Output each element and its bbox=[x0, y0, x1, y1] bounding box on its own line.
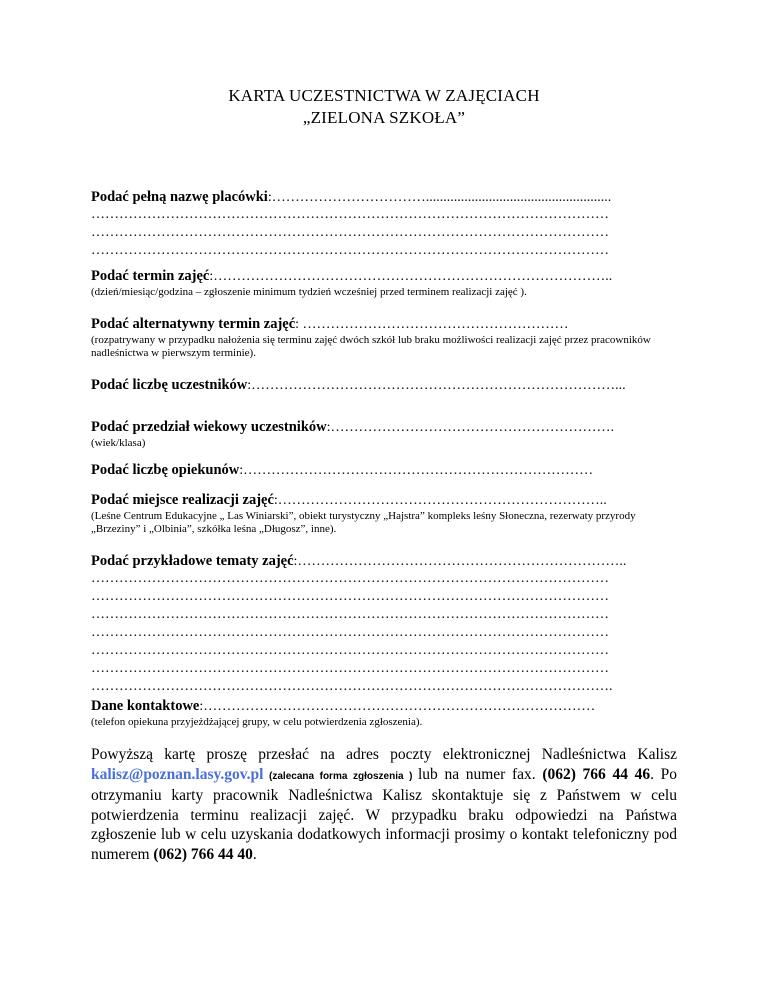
fax-number: (062) 766 44 46 bbox=[542, 765, 651, 783]
field-guardians bbox=[91, 461, 677, 479]
field-location bbox=[91, 491, 677, 536]
contact-dots[interactable]: :………………………………………………………………………… bbox=[199, 699, 596, 714]
field-institution-name bbox=[91, 188, 677, 260]
institution-line-3[interactable]: ………………………………………………………………………………………………… bbox=[91, 225, 609, 240]
topics-line-8[interactable]: …………………………………………………………………………………………………. bbox=[91, 679, 613, 694]
topics-dots[interactable]: :…………………………………………………………….. bbox=[293, 554, 627, 569]
title-line-1: KARTA UCZESTNICTWA W ZAJĘCIACH bbox=[228, 86, 540, 105]
age-range-label: Podać przedział wiekowy uczestników bbox=[91, 419, 327, 435]
contact-note: (telefon opiekuna przyjeżdżającej grupy, w celu potwierdzenia zgłoszenia). bbox=[91, 716, 423, 728]
date-note: (dzień/miesiąc/godzina – zgłoszenie minimum tydzień wcześniej przed terminem realizacji zajęć ). bbox=[91, 286, 527, 298]
alt-date-label: Podać alternatywny termin zajęć bbox=[91, 316, 296, 332]
field-date bbox=[91, 267, 677, 299]
alt-date-dots[interactable]: : ………………………………………………… bbox=[295, 317, 569, 332]
topics-line-4[interactable]: ………………………………………………………………………………………………… bbox=[91, 607, 609, 622]
participants-dots[interactable]: :……………………………………………………………………... bbox=[247, 378, 626, 393]
institution-line-2[interactable]: ………………………………………………………………………………………………… bbox=[91, 207, 609, 222]
instructions-text-1: Powyższą kartę proszę przesłać na adres poczty elektronicznej Nadleśnictwa Kalisz bbox=[91, 746, 677, 763]
institution-dots[interactable]: :……………………………..................................................... bbox=[267, 190, 612, 205]
instructions-text-2: lub na numer fax. bbox=[417, 765, 543, 783]
field-contact bbox=[91, 697, 677, 729]
title-line-2: „ZIELONA SZKOŁA” bbox=[302, 108, 466, 127]
topics-line-6[interactable]: ………………………………………………………………………………………………… bbox=[91, 643, 609, 658]
email-link[interactable]: kalisz@poznan.lasy.gov.pl bbox=[91, 765, 264, 783]
instructions-paragraph bbox=[91, 745, 677, 864]
contact-label: Dane kontaktowe bbox=[91, 698, 200, 714]
instructions-text-4: . bbox=[252, 845, 257, 863]
field-topics bbox=[91, 552, 677, 696]
field-age-range bbox=[91, 418, 677, 450]
age-range-note: (wiek/klasa) bbox=[91, 437, 146, 449]
topics-line-3[interactable]: ………………………………………………………………………………………………… bbox=[91, 589, 609, 604]
location-label: Podać miejsce realizacji zajęć bbox=[91, 492, 274, 508]
instructions-text-3: . Po otrzymaniu karty pracownik Nadleśnictwa Kalisz skontaktuje się z Państwem w celu potwierdzenia terminu realizacji zajęć. W przypadku braku odpowiedzi na Państwa zgłoszenie lub w celu uzyskania dodatkowych informacji prosimy o kontakt telefoniczny pod numerem bbox=[91, 765, 678, 863]
location-note: (Leśne Centrum Edukacyjne „ Las Winiarski”, obiekt turystyczny „Hajstra” kompleks leśny Słoneczna, rezerwaty przyrody „Brzeziny” i „Olbinia”, szkółka leśna „Długosz”, inne). bbox=[91, 510, 636, 535]
topics-label: Podać przykładowe tematy zajęć bbox=[91, 553, 294, 569]
topics-line-2[interactable]: ………………………………………………………………………………………………… bbox=[91, 571, 609, 586]
date-label: Podać termin zajęć bbox=[91, 268, 210, 284]
date-dots[interactable]: :………………………………………………………………………….. bbox=[209, 269, 613, 284]
field-participants bbox=[91, 376, 677, 394]
alt-date-note: (rozpatrywany w przypadku nałożenia się terminu zajęć dwóch szkół lub braku możliwości realizacji zajęć przez pracowników nadleśnictwa w pierwszym terminie). bbox=[91, 334, 651, 359]
institution-line-4[interactable]: ………………………………………………………………………………………………… bbox=[91, 243, 609, 258]
email-note: (zalecana forma zgłoszenia ) bbox=[263, 770, 418, 782]
phone-number: (062) 766 44 40 bbox=[153, 845, 253, 863]
guardians-label: Podać liczbę opiekunów bbox=[91, 462, 240, 478]
topics-line-5[interactable]: ………………………………………………………………………………………………… bbox=[91, 625, 609, 640]
age-range-dots[interactable]: :……………………………………………………. bbox=[326, 420, 614, 435]
institution-label: Podać pełną nazwę placówki bbox=[91, 189, 268, 205]
location-dots[interactable]: :…………………………………………………………….. bbox=[273, 493, 607, 508]
topics-line-7[interactable]: ………………………………………………………………………………………………… bbox=[91, 661, 609, 676]
field-alt-date bbox=[91, 315, 677, 360]
participants-label: Podać liczbę uczestników bbox=[91, 377, 248, 393]
document-title bbox=[0, 85, 768, 129]
guardians-dots[interactable]: :………………………………………………………………… bbox=[239, 463, 594, 478]
